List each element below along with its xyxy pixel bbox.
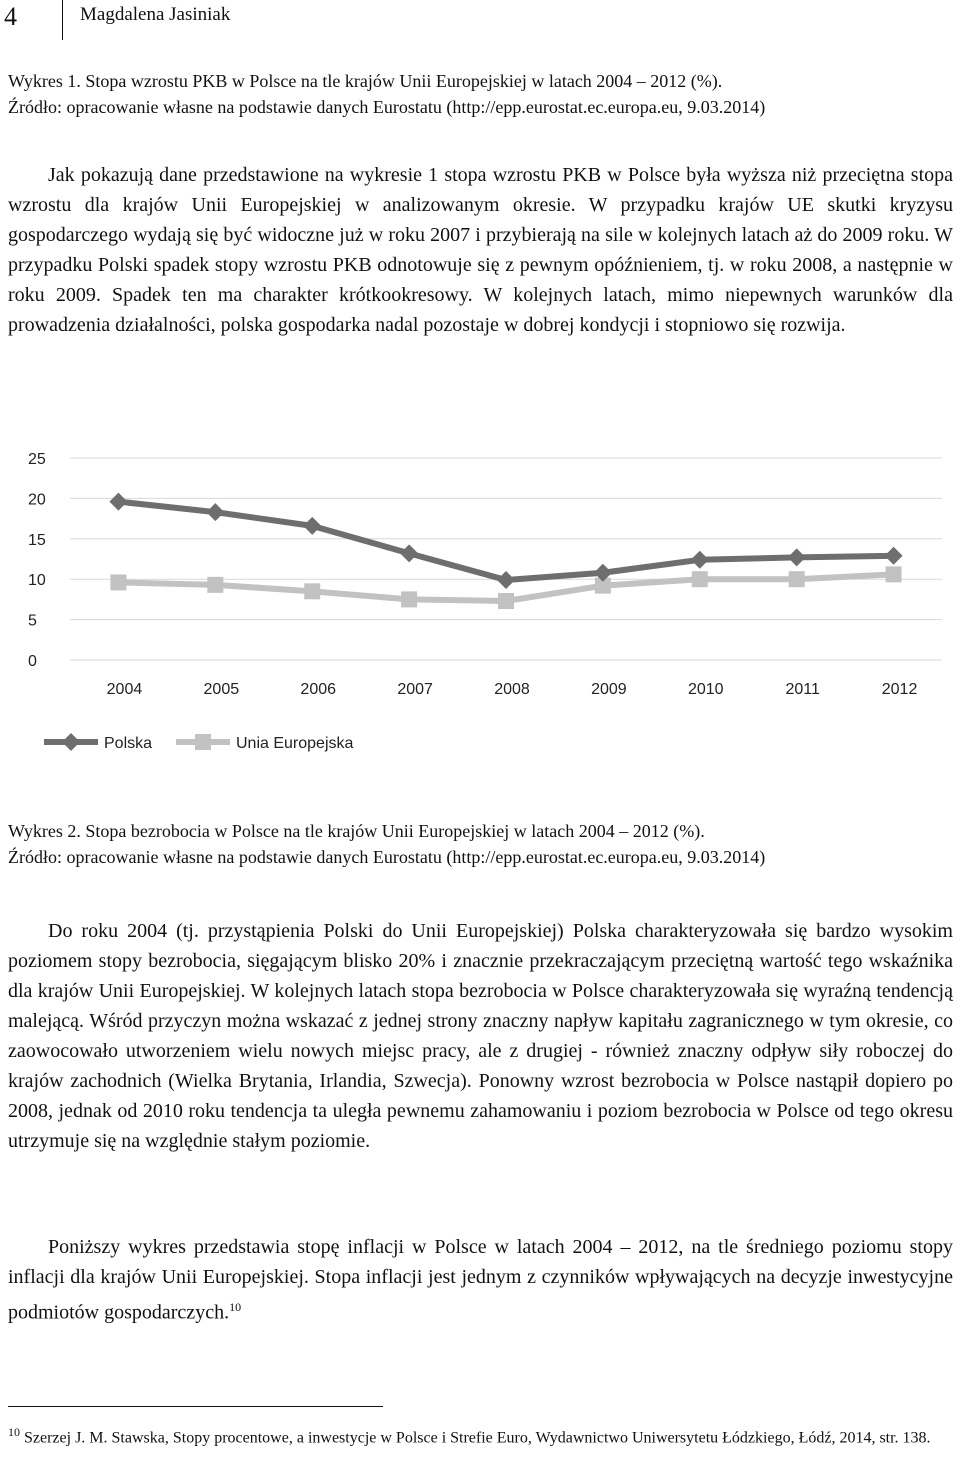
y-tick-label: 0: [28, 653, 37, 670]
figure1-caption: Wykres 1. Stopa wzrostu PKB w Polsce na tle krajów Unii Europejskiej w latach 2004 – 2012 (%).: [8, 71, 723, 91]
x-tick-label: 2005: [203, 681, 240, 698]
x-tick-label: 2004: [106, 681, 143, 698]
data-point-polska: [400, 544, 418, 562]
footnote-number: 10: [8, 1425, 20, 1439]
figure1-caption-block: [8, 68, 953, 120]
data-point-ue: [789, 571, 805, 587]
x-tick-label: 2011: [785, 681, 820, 698]
legend-label: Unia Europejska: [236, 735, 354, 752]
data-point-ue: [304, 583, 320, 599]
page-header: [0, 0, 960, 40]
series-line-polska: [118, 502, 893, 580]
legend-marker: [62, 733, 80, 751]
x-tick-label: 2010: [687, 681, 724, 698]
footnote-reference: 10: [229, 1300, 242, 1314]
paragraph-unemployment: Do roku 2004 (tj. przystąpienia Polski do Unii Europejskiej) Polska charakteryzowała się bardzo wysokim poziomem stopy bezrobocia, sięgającym blisko 20% i znacznie przekraczającym przeciętną wartość tego wskaźnika dla krajów Unii Europejskiej. W kolejnych latach stopa bezrobocia w Polsce charakteryzowała się wyraźną tendencją malejącą. Wśród przyczyn można wskazać z jednej strony znaczny napływ kapitału zagranicznego w tym okresie, co zaowocowało utworzeniem wielu nowych miejsc pracy, ale z drugiej - również znaczny odpływ siły roboczej do krajów zachodnich (Wielka Brytania, Irlandia, Szwecja). Ponowny wzrost bezrobocia w Polsce nastąpił dopiero po 2008, jednak od 2010 roku tendencja ta uległa pewnemu zahamowaniu i poziom bezrobocia w Polsce od tego okresu utrzymuje się na względnie stałym poziomie.: [8, 920, 953, 1152]
data-point-polska: [691, 551, 709, 569]
figure1-source: Źródło: opracowanie własne na podstawie danych Eurostatu (http://epp.eurostat.ec.europa.eu, 9.03.2014): [8, 97, 766, 117]
paragraph-inflation-text: Poniższy wykres przedstawia stopę inflacji w Polsce w latach 2004 – 2012, na tle średniego poziomu stopy inflacji dla krajów Unii Europejskiej. Stopa inflacji jest jednym z czynników wpływających na decyzje inwestycyjne podmiotów gospodarczych.: [8, 1236, 953, 1324]
figure2-source: Źródło: opracowanie własne na podstawie danych Eurostatu (http://epp.eurostat.ec.europa.eu, 9.03.2014): [8, 847, 766, 867]
data-point-polska: [206, 503, 224, 521]
running-head-author: Magdalena Jasiniak: [80, 4, 231, 25]
header-divider: [62, 0, 63, 40]
page-number: 4: [4, 2, 17, 31]
data-point-ue: [207, 577, 223, 593]
paragraph-gdp: Jak pokazują dane przedstawione na wykresie 1 stopa wzrostu PKB w Polsce była wyższa niż przeciętna stopa wzrostu dla krajów Unii Europejskiej w analizowanym okresie. W przypadku krajów UE skutki kryzysu gospodarczego wydają się być widoczne już w roku 2007 i przybierają na sile w kolejnych latach aż do 2009 roku. W przypadku Polski spadek stopy wzrostu PKB odnotowuje się z pewnym opóźnieniem, tj. w roku 2008, a następnie w roku 2009. Spadek ten ma charakter krótkookresowy. W kolejnych latach, mimo niepewnych warunków dla prowadzenia działalności, polska gospodarka nadal pozostaje w dobrej kondycji i stopniowo się rozwija.: [8, 164, 953, 336]
x-tick-label: 2008: [494, 681, 530, 698]
chart-canvas: [0, 440, 960, 770]
data-point-polska: [788, 548, 806, 566]
data-point-polska: [497, 571, 515, 589]
data-point-polska: [885, 547, 903, 565]
x-tick-label: 2012: [881, 681, 918, 698]
data-point-polska: [303, 517, 321, 535]
figure2-caption: Wykres 2. Stopa bezrobocia w Polsce na tle krajów Unii Europejskiej w latach 2004 – 2012 (%).: [8, 821, 705, 841]
data-point-ue: [110, 574, 126, 590]
x-tick-label: 2006: [300, 681, 337, 698]
x-tick-label: 2009: [591, 681, 627, 698]
footnote-divider: [8, 1406, 383, 1407]
footnote: [8, 1420, 953, 1450]
y-tick-label: 5: [28, 612, 37, 630]
paragraph-inflation: [8, 1232, 953, 1328]
x-tick-label: 2007: [397, 681, 433, 698]
footnote-text: Szerzej J. M. Stawska, Stopy procentowe, a inwestycje w Polsce i Strefie Euro, Wydawnictwo Uniwersytetu Łódzkiego, Łódź, 2014, str. 138.: [24, 1429, 931, 1447]
data-point-ue: [692, 571, 708, 587]
data-point-ue: [886, 566, 902, 582]
unemployment-chart: [0, 440, 960, 770]
y-tick-label: 20: [28, 491, 46, 509]
data-point-polska: [109, 493, 127, 511]
legend-label: Polska: [104, 735, 153, 752]
figure2-caption-block: [8, 818, 953, 870]
y-tick-label: 10: [28, 572, 46, 590]
y-tick-label: 15: [28, 531, 46, 549]
data-point-ue: [498, 593, 514, 609]
y-tick-label: 25: [28, 451, 46, 468]
legend-marker: [195, 734, 211, 750]
data-point-ue: [401, 591, 417, 607]
